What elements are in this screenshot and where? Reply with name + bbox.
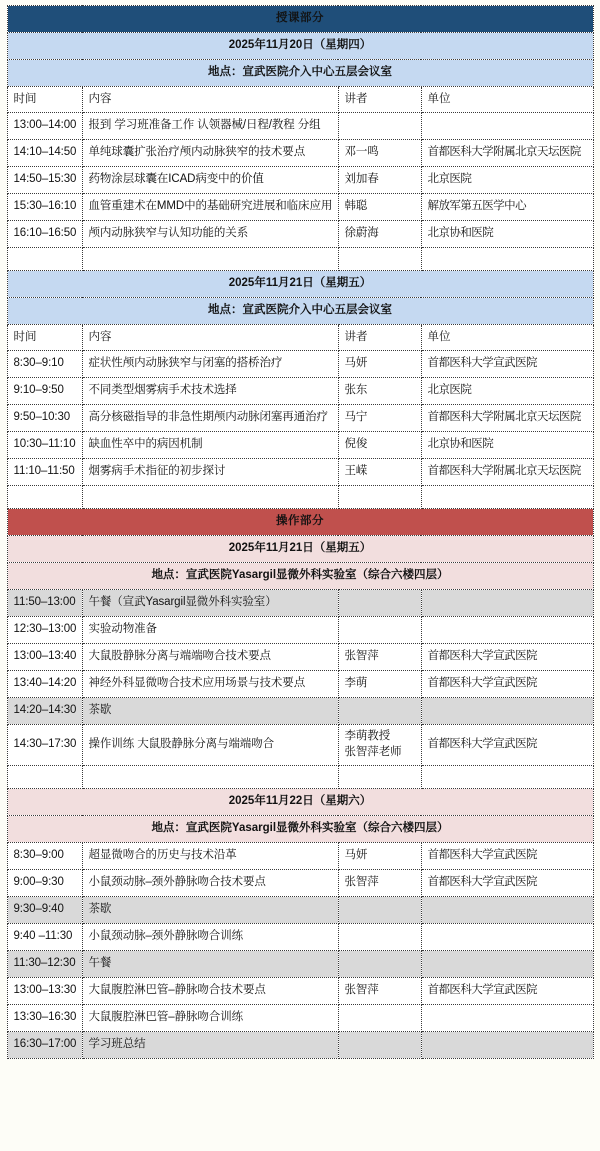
cell-time: 9:40 –11:30 [7, 924, 82, 951]
cell-speaker [338, 617, 421, 644]
day-venue-bar [7, 298, 593, 325]
cell-topic: 颅内动脉狭窄与认知功能的关系 [82, 221, 338, 248]
table-row [7, 590, 593, 617]
cell-time: 8:30–9:10 [7, 351, 82, 378]
cell-time: 16:10–16:50 [7, 221, 82, 248]
cell-speaker: 李萌 [338, 671, 421, 698]
cell-topic: 缺血性卒中的病因机制 [82, 432, 338, 459]
cell-speaker: 马妍 [338, 351, 421, 378]
table-row [7, 194, 593, 221]
cell-speaker: 韩聪 [338, 194, 421, 221]
spacer-row [7, 486, 593, 509]
table-row [7, 378, 593, 405]
cell-topic: 午餐 [82, 951, 338, 978]
table-row [7, 221, 593, 248]
cell-org [421, 590, 593, 617]
column-header-topic: 内容 [82, 325, 338, 351]
cell-speaker: 邓一鸣 [338, 140, 421, 167]
cell-org: 北京医院 [421, 378, 593, 405]
table-row [7, 1032, 593, 1059]
section-banner-label: 授课部分 [7, 6, 593, 33]
cell-topic: 操作训练 大鼠股静脉分离与端端吻合 [82, 725, 338, 766]
cell-time: 14:50–15:30 [7, 167, 82, 194]
cell-topic: 茶歇 [82, 897, 338, 924]
cell-topic: 大鼠股静脉分离与端端吻合技术要点 [82, 644, 338, 671]
table-row [7, 671, 593, 698]
day-venue-bar [7, 60, 593, 87]
cell-topic: 大鼠腹腔淋巴管–静脉吻合技术要点 [82, 978, 338, 1005]
cell-org: 首都医科大学宣武医院 [421, 870, 593, 897]
cell-topic: 茶歇 [82, 698, 338, 725]
column-header-row [7, 87, 593, 113]
cell-org: 首都医科大学附属北京天坛医院 [421, 405, 593, 432]
table-row [7, 617, 593, 644]
cell-time: 9:30–9:40 [7, 897, 82, 924]
cell-topic: 报到 学习班准备工作 认领器械/日程/教程 分组 [82, 113, 338, 140]
cell-topic: 神经外科显微吻合技术应用场景与技术要点 [82, 671, 338, 698]
cell-org: 北京协和医院 [421, 221, 593, 248]
column-header-org: 单位 [421, 87, 593, 113]
cell-topic: 单纯球囊扩张治疗颅内动脉狭窄的技术要点 [82, 140, 338, 167]
cell-speaker: 马宁 [338, 405, 421, 432]
cell-org [421, 1005, 593, 1032]
table-row [7, 698, 593, 725]
table-row [7, 459, 593, 486]
table-row [7, 951, 593, 978]
cell-org: 首都医科大学宣武医院 [421, 351, 593, 378]
spacer-cell [7, 248, 82, 271]
spacer-cell [338, 248, 421, 271]
day-date-bar [7, 33, 593, 60]
cell-topic: 烟雾病手术指征的初步探讨 [82, 459, 338, 486]
spacer-cell [421, 486, 593, 509]
table-row [7, 405, 593, 432]
cell-time: 11:10–11:50 [7, 459, 82, 486]
cell-topic: 不同类型烟雾病手术技术选择 [82, 378, 338, 405]
spacer-cell [82, 248, 338, 271]
cell-time: 10:30–11:10 [7, 432, 82, 459]
cell-topic: 小鼠颈动脉–颈外静脉吻合技术要点 [82, 870, 338, 897]
cell-topic: 超显微吻合的历史与技术沿革 [82, 843, 338, 870]
spacer-row [7, 766, 593, 789]
table-row [7, 870, 593, 897]
cell-speaker [338, 897, 421, 924]
cell-speaker [338, 113, 421, 140]
cell-speaker: 张东 [338, 378, 421, 405]
day-venue-label: 地点：宣武医院Yasargil显微外科实验室（综合六楼四层） [7, 816, 593, 843]
section-banner-label: 操作部分 [7, 509, 593, 536]
cell-topic: 小鼠颈动脉–颈外静脉吻合训练 [82, 924, 338, 951]
table-row [7, 140, 593, 167]
spacer-cell [338, 486, 421, 509]
spacer-row [7, 248, 593, 271]
cell-topic: 药物涂层球囊在ICAD病变中的价值 [82, 167, 338, 194]
cell-speaker: 倪俊 [338, 432, 421, 459]
cell-speaker: 徐蔚海 [338, 221, 421, 248]
cell-time: 13:40–14:20 [7, 671, 82, 698]
cell-time: 13:00–14:00 [7, 113, 82, 140]
day-date-bar [7, 536, 593, 563]
cell-time: 9:00–9:30 [7, 870, 82, 897]
table-row [7, 978, 593, 1005]
cell-speaker [338, 924, 421, 951]
cell-topic: 大鼠腹腔淋巴管–静脉吻合训练 [82, 1005, 338, 1032]
cell-speaker [338, 1032, 421, 1059]
day-date-label: 2025年11月21日（星期五） [7, 536, 593, 563]
column-header-time: 时间 [7, 87, 82, 113]
spacer-cell [7, 766, 82, 789]
cell-time: 11:30–12:30 [7, 951, 82, 978]
table-row [7, 432, 593, 459]
cell-org: 首都医科大学宣武医院 [421, 644, 593, 671]
day-venue-label: 地点：宣武医院介入中心五层会议室 [7, 298, 593, 325]
cell-time: 11:50–13:00 [7, 590, 82, 617]
cell-time: 13:00–13:30 [7, 978, 82, 1005]
spacer-cell [7, 486, 82, 509]
cell-speaker [338, 951, 421, 978]
day-date-label: 2025年11月22日（星期六） [7, 789, 593, 816]
cell-time: 8:30–9:00 [7, 843, 82, 870]
cell-speaker: 刘加春 [338, 167, 421, 194]
cell-speaker: 王嵘 [338, 459, 421, 486]
cell-org: 首都医科大学附属北京天坛医院 [421, 140, 593, 167]
cell-time: 13:00–13:40 [7, 644, 82, 671]
day-venue-bar [7, 816, 593, 843]
day-date-bar [7, 271, 593, 298]
cell-org [421, 924, 593, 951]
cell-org [421, 113, 593, 140]
section-banner-operation [7, 509, 593, 536]
cell-speaker [338, 698, 421, 725]
day-date-label: 2025年11月21日（星期五） [7, 271, 593, 298]
cell-time: 9:50–10:30 [7, 405, 82, 432]
table-row [7, 1005, 593, 1032]
cell-time: 14:20–14:30 [7, 698, 82, 725]
column-header-time: 时间 [7, 325, 82, 351]
cell-org: 解放军第五医学中心 [421, 194, 593, 221]
spacer-cell [82, 766, 338, 789]
cell-org: 首都医科大学宣武医院 [421, 843, 593, 870]
cell-org [421, 617, 593, 644]
cell-time: 15:30–16:10 [7, 194, 82, 221]
cell-topic: 症状性颅内动脉狭窄与闭塞的搭桥治疗 [82, 351, 338, 378]
cell-time: 13:30–16:30 [7, 1005, 82, 1032]
table-row [7, 843, 593, 870]
cell-org [421, 897, 593, 924]
cell-org [421, 1032, 593, 1059]
cell-topic: 午餐（宣武Yasargil显微外科实验室） [82, 590, 338, 617]
cell-org: 北京医院 [421, 167, 593, 194]
cell-topic: 血管重建术在MMD中的基础研究进展和临床应用 [82, 194, 338, 221]
cell-speaker: 张智萍 [338, 870, 421, 897]
day-date-label: 2025年11月20日（星期四） [7, 33, 593, 60]
cell-time: 12:30–13:00 [7, 617, 82, 644]
cell-time: 14:30–17:30 [7, 725, 82, 766]
table-row [7, 113, 593, 140]
schedule-body [7, 6, 593, 1059]
course-schedule-table [7, 5, 594, 1059]
day-venue-label: 地点：宣武医院Yasargil显微外科实验室（综合六楼四层） [7, 563, 593, 590]
column-header-topic: 内容 [82, 87, 338, 113]
cell-speaker: 马妍 [338, 843, 421, 870]
day-date-bar [7, 789, 593, 816]
table-row [7, 897, 593, 924]
cell-topic: 高分核磁指导的非急性期颅内动脉闭塞再通治疗 [82, 405, 338, 432]
table-row [7, 351, 593, 378]
cell-time: 9:10–9:50 [7, 378, 82, 405]
cell-org: 首都医科大学宣武医院 [421, 671, 593, 698]
cell-speaker: 张智萍 [338, 978, 421, 1005]
column-header-row [7, 325, 593, 351]
cell-speaker: 李萌教授 张智萍老师 [338, 725, 421, 766]
spacer-cell [338, 766, 421, 789]
table-row [7, 167, 593, 194]
spacer-cell [421, 766, 593, 789]
table-row [7, 644, 593, 671]
cell-speaker [338, 1005, 421, 1032]
spacer-cell [421, 248, 593, 271]
cell-topic: 学习班总结 [82, 1032, 338, 1059]
cell-org: 首都医科大学宣武医院 [421, 978, 593, 1005]
cell-topic: 实验动物准备 [82, 617, 338, 644]
column-header-speaker: 讲者 [338, 325, 421, 351]
section-banner-lecture [7, 6, 593, 33]
cell-org: 首都医科大学附属北京天坛医院 [421, 459, 593, 486]
day-venue-bar [7, 563, 593, 590]
column-header-speaker: 讲者 [338, 87, 421, 113]
cell-speaker [338, 590, 421, 617]
spacer-cell [82, 486, 338, 509]
cell-org [421, 698, 593, 725]
cell-org: 首都医科大学宣武医院 [421, 725, 593, 766]
table-row [7, 725, 593, 766]
column-header-org: 单位 [421, 325, 593, 351]
cell-time: 16:30–17:00 [7, 1032, 82, 1059]
cell-org [421, 951, 593, 978]
table-row [7, 924, 593, 951]
cell-speaker: 张智萍 [338, 644, 421, 671]
cell-time: 14:10–14:50 [7, 140, 82, 167]
cell-org: 北京协和医院 [421, 432, 593, 459]
day-venue-label: 地点：宣武医院介入中心五层会议室 [7, 60, 593, 87]
